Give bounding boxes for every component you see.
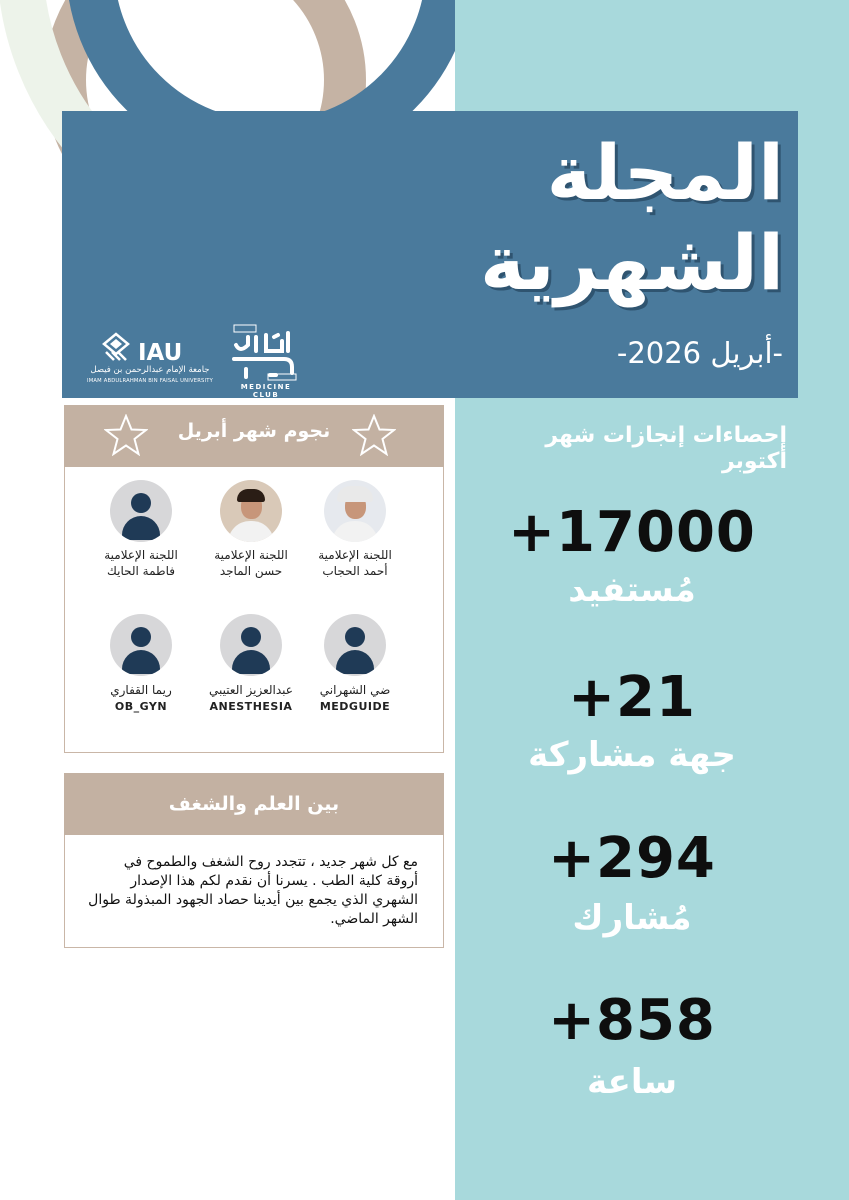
- member-name: حسن الماجد: [219, 564, 283, 578]
- stat-value: +294: [548, 826, 716, 891]
- stat-label: مُستفيد: [568, 570, 696, 610]
- member-role: اللجنة الإعلامية: [214, 548, 288, 562]
- member-name: ريما القفاري: [110, 683, 172, 697]
- member-role: اللجنة الإعلامية: [318, 548, 392, 562]
- university-logo-text: IAU: [138, 340, 183, 366]
- university-emblem-icon: [102, 330, 138, 362]
- member-name: عبدالعزيز العتيبي: [209, 683, 293, 697]
- medicine-club-logo-text: MEDICINE CLUB: [240, 383, 292, 399]
- intro-body: مع كل شهر جديد ، تتجدد روح الشغف والطموح في أروقة كلية الطب . يسرنا أن نقدم لكم هذا الإصدار الشهري الذي يجمع بين أيدينا حصاد الجهود المبذولة طوال الشهر الماضي.: [88, 854, 418, 927]
- user-placeholder-icon: [110, 614, 172, 676]
- user-placeholder-icon: [324, 614, 386, 676]
- user-placeholder-icon: [220, 614, 282, 676]
- magazine-title-line2: الشهرية: [480, 218, 784, 307]
- stat-value: +21: [568, 665, 696, 730]
- member-photo: [324, 480, 386, 542]
- stat-value: +17000: [508, 500, 756, 565]
- member-team: MEDGUIDE: [319, 700, 391, 713]
- university-name-en: IMAM ABDULRAHMAN BIN FAISAL UNIVERSITY: [87, 378, 213, 384]
- user-placeholder-icon: [110, 480, 172, 542]
- stats-title: إحصاءات إنجازات شهر أكتوبر: [545, 423, 787, 474]
- issue-date: -أبريل 2026-: [616, 336, 783, 370]
- university-name-ar: جامعة الإمام عبدالرحمن بن فيصل: [90, 365, 210, 375]
- stat-value: +858: [548, 988, 716, 1053]
- stat-label: جهة مشاركة: [528, 735, 736, 775]
- stat-label: ساعة: [586, 1062, 678, 1102]
- magazine-title-line1: المجلة: [546, 128, 784, 217]
- member-photo: [220, 480, 282, 542]
- stars-title: نجوم شهر أبريل: [177, 420, 331, 442]
- member-role: اللجنة الإعلامية: [104, 548, 178, 562]
- member-name: أحمد الحجاب: [322, 564, 388, 578]
- member-team: ANESTHESIA: [209, 700, 293, 713]
- member-name: ضي الشهراني: [319, 683, 391, 697]
- member-name: فاطمة الحايك: [107, 564, 175, 578]
- intro-title: بين العلم والشغف: [168, 793, 340, 815]
- stat-label: مُشارك: [572, 898, 692, 938]
- member-team: OB_GYN: [114, 700, 168, 713]
